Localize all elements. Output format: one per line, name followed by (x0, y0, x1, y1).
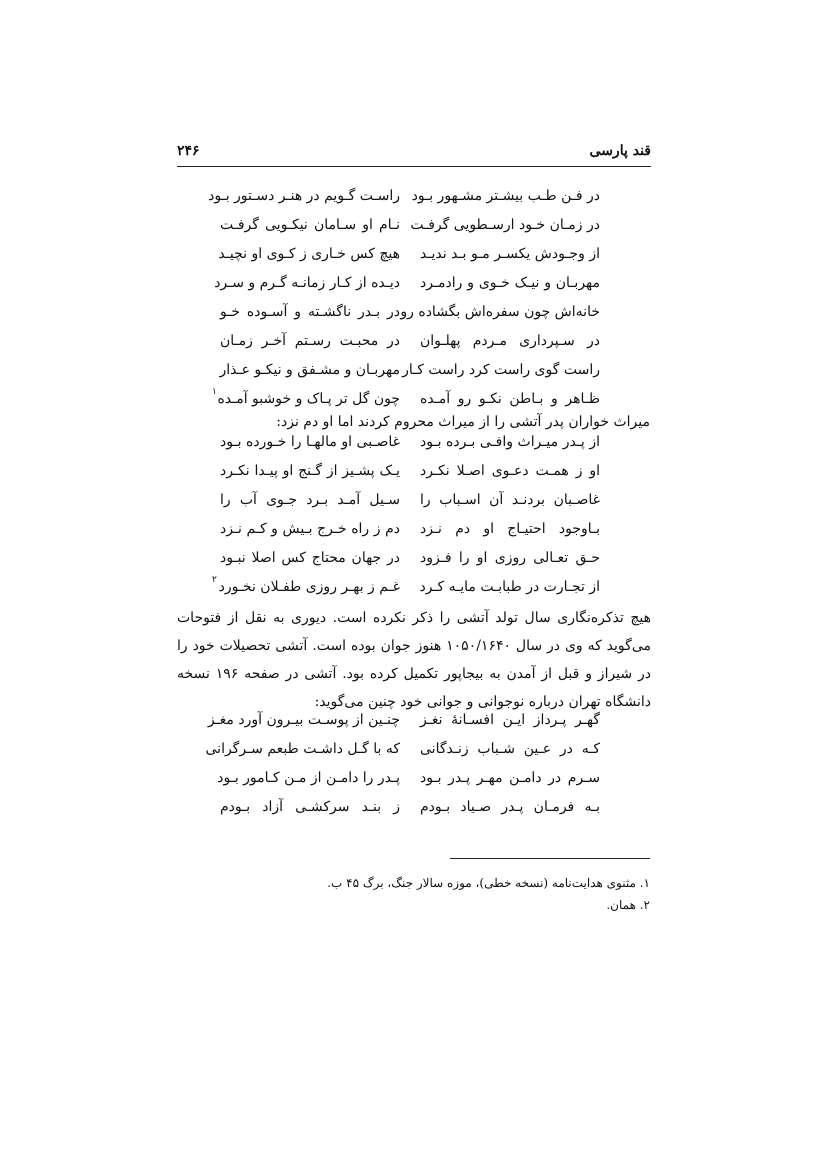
first-hemistich: در زمـان خـود ارسـطویی گرفـت (410, 217, 600, 233)
first-hemistich: سـرم در دامـن مهـر پـدر بـود (420, 770, 600, 786)
first-hemistich: بـاوجود احتیـاج او دم نـزد (420, 521, 600, 537)
verse-line (220, 434, 600, 463)
verse-line (207, 712, 600, 741)
verse-line (220, 521, 600, 550)
verse-line (220, 492, 600, 521)
first-hemistich: در سـپرداری مـردم پهلـوان (420, 333, 600, 349)
first-hemistich: خانه‌اش چون سفره‌اش بگشاده رو (400, 304, 600, 320)
footnotes (176, 872, 650, 916)
verse-line (220, 799, 600, 828)
verse-line (220, 362, 600, 391)
footnote-item: ۱. مثنوی هدایت‌نامه (نسخه خطی)، موزه سالار جنگ، برگ ۴۵ ب. (327, 876, 650, 890)
verse-line (220, 304, 600, 333)
running-title: قند پارسی (589, 143, 651, 159)
verse-line (220, 246, 600, 275)
second-hemistich: یـک پشـیز از گـنج او پیـدا نکـرد (220, 463, 400, 479)
second-hemistich: چون گل تر پـاک و خوشبو آمـده (217, 391, 400, 407)
footnote-marker: ۱ (212, 387, 217, 397)
first-hemistich: او ز همـت دعـوی اصـلا نکـرد (420, 463, 600, 479)
body-paragraph: هیچ تذکره‌نگاری سال تولد آتشی را ذکر نکرده است. دیوری به نقل از فتوحات می‌گوید که وی در سال ۱۰۵۰/۱۶۴۰ هنوز جوان بوده است. آتشی تحصیلات خود را در شیراز و قبل از آمدن به بیجاپور تکمیل کرده بود. آتشی در صفحه ۱۹۶ نسخه دانشگاه تهران درباره نوجوانی و جوانی خود چنین می‌گوید: (177, 610, 651, 710)
second-hemistich: چنـین از پوسـت بیـرون آورد مغـز (207, 712, 400, 728)
header-rule (177, 166, 651, 167)
second-hemistich: در جهان محتاج کس اصلا نبـود (220, 550, 400, 566)
poem-block-3 (205, 712, 600, 828)
first-hemistich: از تجـارت در طبابـت مایـه کـرد (419, 579, 600, 595)
verse-line (205, 741, 600, 770)
first-hemistich: ظـاهر و بـاطن نکـو رو آمـده (420, 391, 600, 407)
second-hemistich: نـام او سـامان نیکـویی گرفـت (220, 217, 400, 233)
verse-line (208, 188, 600, 217)
second-hemistich: در محبـت رسـتم آخـر زمـان (220, 333, 400, 349)
footnote-item: ۲. همان. (606, 898, 650, 912)
second-hemistich: دیـده از کـار زمانـه گـرم و سـرد (214, 275, 400, 291)
second-hemistich: غـم ز بهـر روزی طفـلان نخـورد (218, 579, 400, 595)
first-hemistich: حـق تعـالی روزی او را فـزود (420, 550, 600, 566)
first-hemistich: گهـر پـرداز ایـن افسـانهٔ نغـز (420, 712, 600, 728)
page-number: ۲۴۶ (177, 143, 200, 159)
second-hemistich: مهربـان و مشـفق و نیکـو عـذار (219, 362, 400, 378)
second-hemistich: سـیل آمـد بـرد جـوی آب را (220, 492, 400, 508)
poem-block-1 (208, 188, 600, 420)
first-hemistich: در فـن طـب بیشـتر مشـهور بـود (411, 188, 600, 204)
first-hemistich: راست گوی راست کرد راست کـار (402, 362, 600, 378)
second-hemistich: غاصـبی او مالهـا را خـورده بـود (220, 434, 400, 450)
first-hemistich: کـه در عـین شـباب زنـدگانی (420, 741, 600, 757)
first-hemistich: غاصـبان بردنـد آن اسـباب را (420, 492, 600, 508)
first-hemistich: از پـدر میـراث وافـی بـرده بـود (420, 434, 600, 450)
verse-line (217, 770, 600, 799)
first-hemistich: از وجـودش یکسـر مـو بـد ندیـد (420, 246, 600, 262)
poem-block-2 (212, 434, 600, 608)
second-hemistich: در بـدر ناگشـته و آسـوده خـو (220, 304, 400, 320)
intro-line: میراث خواران پدر آتشی را از میراث محروم کردند اما او دم نزد: (276, 414, 650, 430)
verse-line (214, 275, 600, 304)
first-hemistich: مهربـان و نیـک خـوی و رادمـرد (420, 275, 600, 291)
second-hemistich: پـدر را دامـن از مـن کـامور بـود (217, 770, 400, 786)
footnote-marker: ۲ (212, 575, 217, 585)
verse-line (220, 463, 600, 492)
running-header (177, 143, 651, 163)
second-hemistich: هیچ کس خـاری ز کـوی او نچیـد (218, 246, 400, 262)
first-hemistich: بـه فرمـان پـدر صـیاد بـودم (420, 799, 600, 815)
verse-line (220, 333, 600, 362)
footnote-rule (450, 858, 650, 859)
verse-line (220, 217, 600, 246)
second-hemistich: راسـت گـویم در هنـر دسـتور بـود (208, 188, 400, 204)
second-hemistich: دم ز راه خـرج بـیش و کـم نـزد (220, 521, 400, 537)
verse-line (220, 550, 600, 579)
second-hemistich: ز بنـد سرکشـی آزاد بـودم (220, 799, 400, 815)
second-hemistich: که با گـل داشـت طبعم سـرگرانی (205, 741, 400, 757)
